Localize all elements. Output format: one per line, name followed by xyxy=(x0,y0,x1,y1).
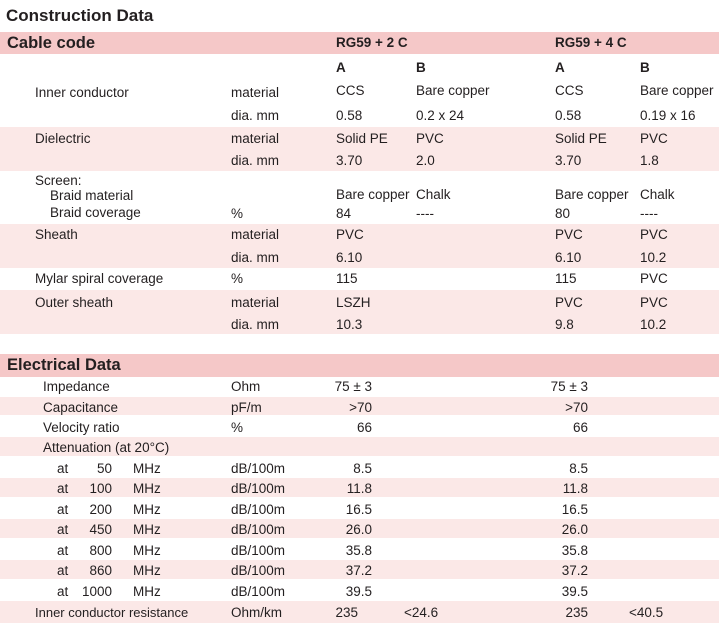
cell-value: PVC xyxy=(555,227,583,242)
cell-value: Bare copper xyxy=(416,83,490,98)
cell-value: Solid PE xyxy=(555,131,607,146)
cell-value: PVC xyxy=(640,271,668,286)
subcol-header: B xyxy=(416,60,426,75)
cell-value: Chalk xyxy=(640,187,675,202)
att-value: 37.2 xyxy=(561,563,588,578)
att-value: 26.0 xyxy=(561,522,588,537)
att-freq: 800 xyxy=(89,543,112,558)
elec-value: 66 xyxy=(572,420,588,435)
row-label: Braid material xyxy=(50,188,134,203)
subcol-header: A xyxy=(336,60,346,75)
elec-value: >70 xyxy=(565,400,588,415)
elec-unit: % xyxy=(231,420,244,435)
elec-label: Capacitance xyxy=(43,400,119,415)
att-value: 8.5 xyxy=(353,461,372,476)
cell-value: Bare copper xyxy=(336,187,410,202)
row-label: Screen: xyxy=(35,173,82,188)
att-mhz: MHz xyxy=(133,584,161,599)
att-unit: dB/100m xyxy=(231,502,286,517)
row-label: Outer sheath xyxy=(35,295,114,310)
cell-value: LSZH xyxy=(336,295,371,310)
att-value: 11.8 xyxy=(562,481,588,496)
cell-value: PVC xyxy=(336,227,364,242)
cell-value: 1.8 xyxy=(640,153,659,168)
cell-value: 0.58 xyxy=(555,108,582,123)
cell-value: 6.10 xyxy=(336,250,363,265)
att-at: at xyxy=(57,481,69,496)
elec-unit: Ohm xyxy=(231,379,261,394)
row-unit: material xyxy=(231,131,280,146)
att-value: 11.8 xyxy=(346,481,372,496)
cell-value: 0.2 x 24 xyxy=(416,108,465,123)
att-at: at xyxy=(57,563,69,578)
att-value: 39.5 xyxy=(561,584,588,599)
construction-title: Construction Data xyxy=(6,6,154,25)
row-unit: dia. mm xyxy=(231,108,280,123)
row-label: Braid coverage xyxy=(50,205,141,220)
electrical-title: Electrical Data xyxy=(7,356,121,374)
att-value: 16.5 xyxy=(561,502,588,517)
row-label: Dielectric xyxy=(35,131,91,146)
cell-value: Bare copper xyxy=(640,83,714,98)
cell-value: 3.70 xyxy=(336,153,363,168)
cell-value: PVC xyxy=(416,131,444,146)
resistance-value: <24.6 xyxy=(404,605,439,620)
att-at: at xyxy=(57,584,69,599)
cell-value: 3.70 xyxy=(555,153,582,168)
att-at: at xyxy=(57,502,69,517)
cell-value: CCS xyxy=(555,83,584,98)
elec-value: 75 ± 3 xyxy=(334,379,372,394)
att-value: 35.8 xyxy=(561,543,588,558)
cell-value: PVC xyxy=(640,295,668,310)
elec-value: >70 xyxy=(349,400,372,415)
resistance-label: Inner conductor resistance xyxy=(35,605,189,620)
cell-value: Chalk xyxy=(416,187,451,202)
att-mhz: MHz xyxy=(133,481,161,496)
row-unit: % xyxy=(231,206,244,221)
cell-value: 80 xyxy=(555,206,571,221)
att-freq: 450 xyxy=(89,522,112,537)
att-mhz: MHz xyxy=(133,563,161,578)
cable-header-2: RG59 + 4 C xyxy=(555,35,627,50)
cell-value: CCS xyxy=(336,83,365,98)
row-unit: % xyxy=(231,271,244,286)
resistance-value: <40.5 xyxy=(629,605,664,620)
cell-value: 10.3 xyxy=(336,317,363,332)
att-value: 16.5 xyxy=(345,502,372,517)
att-mhz: MHz xyxy=(133,461,161,476)
att-mhz: MHz xyxy=(133,543,161,558)
cell-value: PVC xyxy=(640,227,668,242)
cell-value: 6.10 xyxy=(555,250,582,265)
att-mhz: MHz xyxy=(133,522,161,537)
row-unit: material xyxy=(231,85,280,100)
resistance-value: 235 xyxy=(335,605,358,620)
att-value: 26.0 xyxy=(345,522,372,537)
att-unit: dB/100m xyxy=(231,543,286,558)
row-unit: material xyxy=(231,227,280,242)
row-unit: material xyxy=(231,295,280,310)
elec-value: 75 ± 3 xyxy=(550,379,588,394)
att-unit: dB/100m xyxy=(231,563,286,578)
cell-value: Solid PE xyxy=(336,131,388,146)
elec-label: Velocity ratio xyxy=(43,420,120,435)
att-unit: dB/100m xyxy=(231,461,286,476)
att-value: 37.2 xyxy=(345,563,372,578)
resistance-value: 235 xyxy=(565,605,588,620)
cell-value: 0.19 x 16 xyxy=(640,108,696,123)
elec-label: Impedance xyxy=(43,379,110,394)
att-at: at xyxy=(57,522,69,537)
resistance-unit: Ohm/km xyxy=(231,605,283,620)
cell-value: 2.0 xyxy=(416,153,435,168)
row-label: Mylar spiral coverage xyxy=(35,271,164,286)
row-unit: dia. mm xyxy=(231,153,280,168)
att-unit: dB/100m xyxy=(231,584,286,599)
att-freq: 1000 xyxy=(82,584,113,599)
cell-value: 84 xyxy=(336,206,352,221)
cell-value: ---- xyxy=(416,206,434,221)
cable-header-1: RG59 + 2 C xyxy=(336,35,408,50)
att-freq: 50 xyxy=(96,461,112,476)
cell-value: 9.8 xyxy=(555,317,574,332)
attenuation-heading: Attenuation (at 20°C) xyxy=(43,440,170,455)
cell-value: 0.58 xyxy=(336,108,363,123)
att-freq: 200 xyxy=(89,502,112,517)
att-at: at xyxy=(57,543,69,558)
cell-value: 115 xyxy=(555,271,577,286)
cell-value: 115 xyxy=(336,271,358,286)
cell-value: PVC xyxy=(555,295,583,310)
att-value: 39.5 xyxy=(345,584,372,599)
att-unit: dB/100m xyxy=(231,522,286,537)
row-label: Sheath xyxy=(35,227,78,242)
row-unit: dia. mm xyxy=(231,317,280,332)
att-unit: dB/100m xyxy=(231,481,286,496)
cell-value: 10.2 xyxy=(640,250,667,265)
cell-value: ---- xyxy=(640,206,658,221)
subcol-header: B xyxy=(640,60,650,75)
subcol-header: A xyxy=(555,60,565,75)
att-at: at xyxy=(57,461,69,476)
cell-value: Bare copper xyxy=(555,187,629,202)
row-unit: dia. mm xyxy=(231,250,280,265)
cell-value: 10.2 xyxy=(640,317,667,332)
att-value: 35.8 xyxy=(345,543,372,558)
att-freq: 100 xyxy=(89,481,112,496)
att-freq: 860 xyxy=(89,563,112,578)
att-mhz: MHz xyxy=(133,502,161,517)
cable-code-label: Cable code xyxy=(7,34,96,52)
cell-value: PVC xyxy=(640,131,668,146)
row-label: Inner conductor xyxy=(35,85,129,100)
elec-unit: pF/m xyxy=(231,400,262,415)
att-value: 8.5 xyxy=(569,461,588,476)
elec-value: 66 xyxy=(356,420,372,435)
